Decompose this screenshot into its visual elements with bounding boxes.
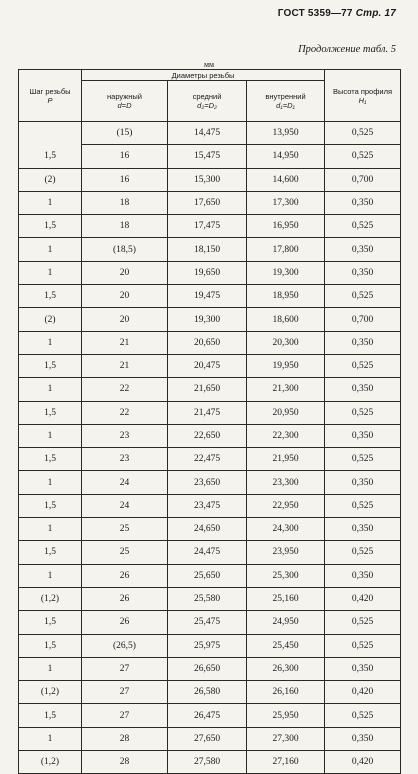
cell-ext: 25 (82, 518, 168, 541)
cell-ext: 21 (82, 331, 168, 354)
cell-int: 17,800 (247, 238, 325, 261)
table-row (19, 611, 401, 634)
cell-pitch: (1,2) (19, 751, 82, 774)
table-row (19, 354, 401, 377)
cell-ext: 27 (82, 657, 168, 680)
cell-mid: 26,580 (168, 681, 247, 704)
cell-ext: 22 (82, 401, 168, 424)
cell-h: 0,525 (325, 541, 401, 564)
cell-pitch: 1,5 (19, 354, 82, 377)
cell-pitch: (1,2) (19, 587, 82, 610)
cell-mid: 25,580 (168, 587, 247, 610)
cell-mid: 21,475 (168, 401, 247, 424)
cell-int: 14,950 (247, 145, 325, 168)
cell-ext: 24 (82, 494, 168, 517)
cell-mid: 19,475 (168, 285, 247, 308)
cell-mid: 24,650 (168, 518, 247, 541)
page-number: Стр. 17 (355, 8, 396, 19)
cell-h: 0,525 (325, 494, 401, 517)
table-row (19, 378, 401, 401)
cell-pitch: 1,5 (19, 541, 82, 564)
cell-pitch: 1 (19, 331, 82, 354)
cell-int: 18,950 (247, 285, 325, 308)
cell-h: 0,525 (325, 354, 401, 377)
header-pitch: Шаг резьбы P (19, 70, 82, 122)
cell-ext: 20 (82, 261, 168, 284)
cell-ext: 21 (82, 354, 168, 377)
cell-int: 21,950 (247, 448, 325, 471)
cell-pitch: 1,5 (19, 285, 82, 308)
table-row (19, 145, 401, 168)
cell-h: 0,525 (325, 215, 401, 238)
cell-int: 24,950 (247, 611, 325, 634)
cell-int: 19,950 (247, 354, 325, 377)
cell-h: 0,700 (325, 168, 401, 191)
cell-int: 21,300 (247, 378, 325, 401)
cell-int: 24,300 (247, 518, 325, 541)
cell-pitch: 1,5 (19, 634, 82, 657)
cell-pitch: 1 (19, 191, 82, 214)
header-external-diameter: наружный d=D (82, 81, 168, 122)
cell-int: 20,950 (247, 401, 325, 424)
cell-ext: 20 (82, 285, 168, 308)
page-header (278, 8, 396, 19)
cell-pitch: 1,5 (19, 401, 82, 424)
header-profile-height: Высота профиля H₁ (325, 70, 401, 122)
standard-number: ГОСТ 5359—77 (277, 8, 353, 19)
cell-ext: 16 (82, 145, 168, 168)
cell-pitch: 1 (19, 378, 82, 401)
cell-int: 26,160 (247, 681, 325, 704)
cell-pitch: (1,2) (19, 681, 82, 704)
cell-h: 0,525 (325, 704, 401, 727)
cell-mid: 25,975 (168, 634, 247, 657)
table-row (19, 448, 401, 471)
table-row (19, 494, 401, 517)
unit-label: мм (203, 60, 215, 69)
thread-dimensions-table (18, 69, 401, 774)
table-body (19, 122, 401, 774)
cell-pitch: 1 (19, 518, 82, 541)
table-row (19, 308, 401, 331)
cell-ext: 18 (82, 215, 168, 238)
cell-ext: 20 (82, 308, 168, 331)
cell-pitch: 1,5 (19, 704, 82, 727)
table-row (19, 424, 401, 447)
cell-int: 25,950 (247, 704, 325, 727)
cell-int: 20,300 (247, 331, 325, 354)
cell-mid: 23,475 (168, 494, 247, 517)
cell-mid: 15,300 (168, 168, 247, 191)
cell-pitch: 1,5 (19, 215, 82, 238)
header-middle-diameter: средний d₂=D₂ (168, 81, 247, 122)
table-row (19, 727, 401, 750)
cell-h: 0,525 (325, 285, 401, 308)
cell-h: 0,350 (325, 564, 401, 587)
table-row (19, 331, 401, 354)
cell-mid: 27,650 (168, 727, 247, 750)
cell-int: 17,300 (247, 191, 325, 214)
cell-pitch: 1 (19, 424, 82, 447)
cell-ext: (18,5) (82, 238, 168, 261)
cell-ext: 28 (82, 727, 168, 750)
cell-mid: 26,650 (168, 657, 247, 680)
cell-int: 27,160 (247, 751, 325, 774)
cell-int: 25,300 (247, 564, 325, 587)
cell-mid: 24,475 (168, 541, 247, 564)
table-row (19, 751, 401, 774)
cell-ext: 26 (82, 611, 168, 634)
cell-ext: 27 (82, 681, 168, 704)
cell-mid: 19,300 (168, 308, 247, 331)
cell-mid: 19,650 (168, 261, 247, 284)
cell-ext: 23 (82, 448, 168, 471)
cell-ext: 27 (82, 704, 168, 727)
cell-mid: 14,475 (168, 122, 247, 145)
cell-ext: 26 (82, 564, 168, 587)
table-row (19, 191, 401, 214)
cell-h: 0,350 (325, 331, 401, 354)
cell-mid: 20,475 (168, 354, 247, 377)
cell-ext: 18 (82, 191, 168, 214)
cell-ext: (26,5) (82, 634, 168, 657)
cell-mid: 21,650 (168, 378, 247, 401)
cell-mid: 17,650 (168, 191, 247, 214)
header-internal-diameter: внутренний d₁=D₁ (247, 81, 325, 122)
table-row (19, 215, 401, 238)
cell-int: 13,950 (247, 122, 325, 145)
cell-h: 0,700 (325, 308, 401, 331)
header-diameters-group: Диаметры резьбы (82, 70, 325, 81)
table-row (19, 634, 401, 657)
cell-pitch: 1,5 (19, 611, 82, 634)
cell-pitch: 1 (19, 261, 82, 284)
cell-int: 18,600 (247, 308, 325, 331)
cell-h: 0,350 (325, 238, 401, 261)
cell-int: 22,300 (247, 424, 325, 447)
cell-pitch: 1,5 (19, 145, 82, 168)
cell-ext: 16 (82, 168, 168, 191)
table-row (19, 471, 401, 494)
cell-ext: 22 (82, 378, 168, 401)
cell-int: 25,160 (247, 587, 325, 610)
table-row (19, 518, 401, 541)
table-row (19, 122, 401, 145)
cell-pitch: 1,5 (19, 448, 82, 471)
cell-pitch: 1,5 (19, 494, 82, 517)
cell-int: 23,950 (247, 541, 325, 564)
cell-pitch: (2) (19, 168, 82, 191)
table-continuation-caption: Продолжение табл. 5 (298, 44, 396, 55)
cell-mid: 18,150 (168, 238, 247, 261)
cell-int: 26,300 (247, 657, 325, 680)
cell-mid: 20,650 (168, 331, 247, 354)
cell-int: 14,600 (247, 168, 325, 191)
cell-h: 0,350 (325, 191, 401, 214)
cell-h: 0,350 (325, 424, 401, 447)
cell-mid: 23,650 (168, 471, 247, 494)
table-row (19, 564, 401, 587)
table-row (19, 401, 401, 424)
cell-mid: 15,475 (168, 145, 247, 168)
cell-ext: (15) (82, 122, 168, 145)
cell-h: 0,350 (325, 471, 401, 494)
cell-int: 25,450 (247, 634, 325, 657)
cell-ext: 23 (82, 424, 168, 447)
cell-pitch: 1 (19, 238, 82, 261)
cell-h: 0,420 (325, 681, 401, 704)
cell-int: 19,300 (247, 261, 325, 284)
cell-pitch: 1 (19, 471, 82, 494)
cell-h: 0,525 (325, 122, 401, 145)
cell-pitch: (2) (19, 308, 82, 331)
cell-h: 0,420 (325, 751, 401, 774)
cell-h: 0,525 (325, 448, 401, 471)
table-row (19, 168, 401, 191)
cell-int: 23,300 (247, 471, 325, 494)
table-row (19, 285, 401, 308)
cell-h: 0,420 (325, 587, 401, 610)
cell-pitch: 1 (19, 727, 82, 750)
cell-mid: 22,475 (168, 448, 247, 471)
cell-ext: 28 (82, 751, 168, 774)
cell-h: 0,350 (325, 657, 401, 680)
table-row (19, 238, 401, 261)
cell-h: 0,350 (325, 518, 401, 541)
cell-h: 0,525 (325, 634, 401, 657)
cell-int: 27,300 (247, 727, 325, 750)
cell-ext: 26 (82, 587, 168, 610)
cell-h: 0,525 (325, 145, 401, 168)
cell-h: 0,350 (325, 727, 401, 750)
cell-pitch: 1 (19, 657, 82, 680)
table-row (19, 657, 401, 680)
cell-h: 0,525 (325, 401, 401, 424)
table-row (19, 704, 401, 727)
cell-h: 0,525 (325, 611, 401, 634)
cell-ext: 24 (82, 471, 168, 494)
cell-pitch: 1 (19, 564, 82, 587)
table-row (19, 541, 401, 564)
cell-ext: 25 (82, 541, 168, 564)
table-row (19, 261, 401, 284)
cell-mid: 26,475 (168, 704, 247, 727)
cell-int: 22,950 (247, 494, 325, 517)
cell-mid: 22,650 (168, 424, 247, 447)
cell-mid: 25,650 (168, 564, 247, 587)
cell-h: 0,350 (325, 261, 401, 284)
table-row (19, 681, 401, 704)
table-row (19, 587, 401, 610)
cell-pitch (19, 122, 82, 145)
cell-int: 16,950 (247, 215, 325, 238)
cell-mid: 17,475 (168, 215, 247, 238)
cell-mid: 27,580 (168, 751, 247, 774)
cell-h: 0,350 (325, 378, 401, 401)
cell-mid: 25,475 (168, 611, 247, 634)
